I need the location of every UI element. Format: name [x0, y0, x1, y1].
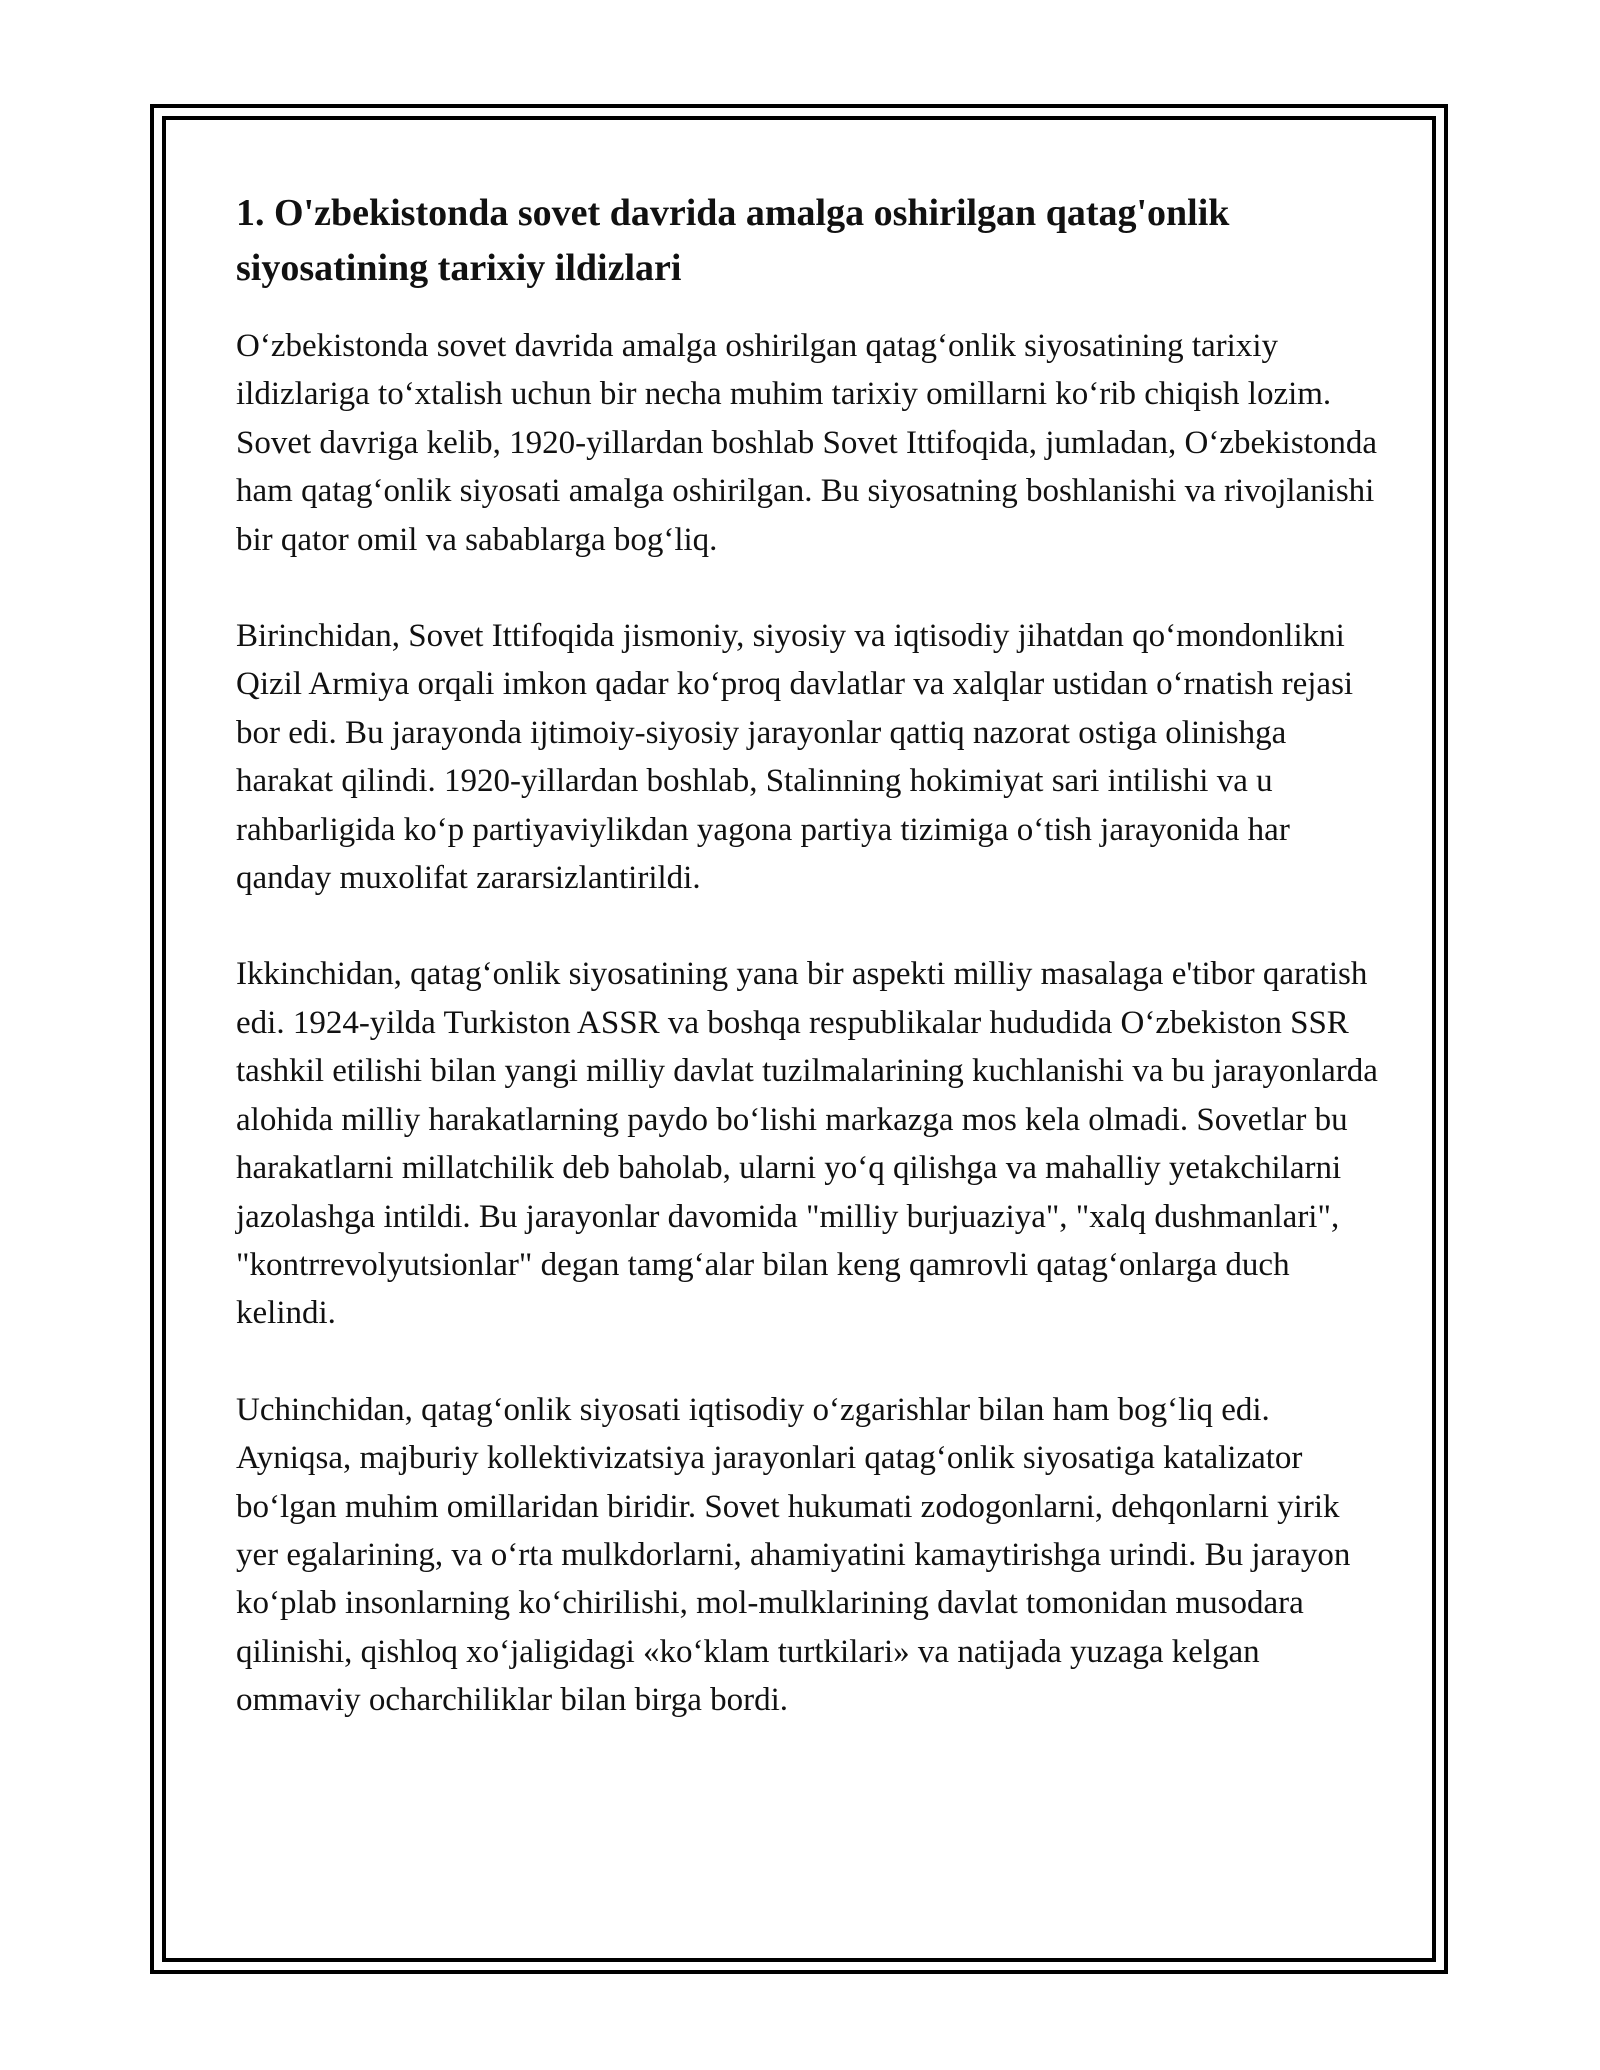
paragraph-second-reason: Ikkinchidan, qatag‘onlik siyosatining yana bir aspekti milliy masalaga e'tibor qaratish edi. 1924-yilda Turkiston ASSR va boshqa respublikalar hududida O‘zbekiston SSR tashkil etilishi bilan yangi milliy davlat tuzilmalarining kuchlanishi va bu jarayonlarda alohida milliy harakatlarning paydo bo‘lishi markazga mos kela olmadi. Sovetlar bu harakatlarni millatchilik deb baholab, ularni yo‘q qilishga va mahalliy yetakchilarni jazolashga intildi. Bu jarayonlar davomida "milliy burjuaziya", "xalq dushmanlari", "kontrrevolyutsionlar" degan tamg‘alar bilan keng qamrovli qatag‘onlarga duch kelindi.: [236, 956, 1378, 1332]
paragraph-first-reason: Birinchidan, Sovet Ittifoqida jismoniy, siyosiy va iqtisodiy jihatdan qo‘mondonlikni Qizil Armiya orqali imkon qadar ko‘proq davlatlar va xalqlar ustidan o‘rnatish rejasi bor edi. Bu jarayonda ijtimoiy-siyosiy jarayonlar qattiq nazorat ostiga olinishga harakat qilindi. 1920-yillardan boshlab, Stalinning hokimiyat sari intilishi va u rahbarligida ko‘p partiyaviylikdan yagona partiya tizimiga o‘tish jarayonida har qanday muxolifat zararsizlantirildi.: [236, 618, 1354, 897]
paragraph-intro: O‘zbekistonda sovet davrida amalga oshirilgan qatag‘onlik siyosatining tarixiy ildizlariga to‘xtalish uchun bir necha muhim tarixiy omillarni ko‘rib chiqish lozim. Sovet davriga kelib, 1920-yillardan boshlab Sovet Ittifoqida, jumladan, O‘zbekistonda ham qatag‘onlik siyosati amalga oshirilgan. Bu siyosatning boshlanishi va rivojlanishi bir qator omil va sabablarga bog‘liq.: [236, 328, 1377, 558]
paragraph-third-reason: Uchinchidan, qatag‘onlik siyosati iqtisodiy o‘zgarishlar bilan ham bog‘liq edi. Ayniqsa, majburiy kollektivizatsiya jarayonlari qatag‘onlik siyosatiga katalizator bo‘lgan muhim omillaridan biridir. Sovet hukumati zodogonlarni, dehqonlarni yirik yer egalarining, va o‘rta mulkdorlarni, ahamiyatini kamaytirishga urindi. Bu jarayon ko‘plab insonlarning ko‘chirilishi, mol-mulklarining davlat tomonidan musodara qilinishi, qishloq xo‘jaligidagi «ko‘klam turtkilari» va natijada yuzaga kelgan ommaviy ocharchiliklar bilan birga bordi.: [236, 1391, 1351, 1719]
section-heading: 1. O'zbekistonda sovet davrida amalga oshirilgan qatag'onlik siyosatining tarixiy ildizlari: [236, 192, 1230, 289]
document-body: [236, 186, 1386, 1773]
